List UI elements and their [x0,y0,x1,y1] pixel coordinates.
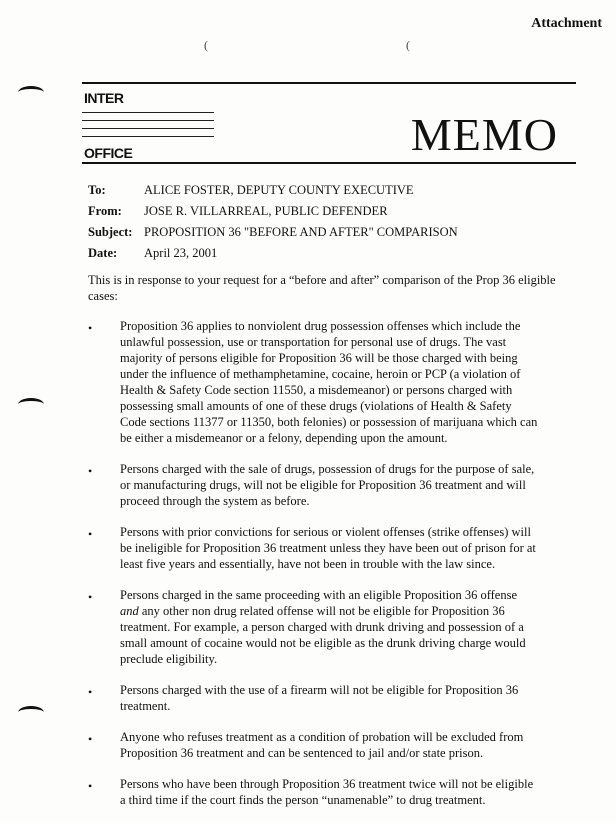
list-item [88,461,578,509]
date-row [88,243,458,264]
list-item [88,682,578,714]
inter-label: INTER [84,90,124,106]
subject-label: Subject: [88,225,133,239]
from-row [88,201,458,222]
intro-paragraph: This is in response to your request for a “before and after” comparison of the Prop 36 eligible cases: [88,273,556,303]
box-line [82,120,214,121]
scan-mark: ( [406,38,410,52]
list-item [88,776,578,808]
emphasis-text: and [120,604,139,618]
bullet-marker: • [88,590,93,604]
to-row [88,180,458,201]
list-item [88,318,578,446]
list-item-text [120,587,538,667]
subject-row [88,222,458,243]
punch-hole-mark [18,86,44,99]
list-item [88,587,578,667]
punch-hole-mark [18,398,44,411]
bullet-marker: • [88,779,93,793]
list-item-text: Persons with prior convictions for serious or violent offenses (strike offenses) will be ineligible for Proposition 36 treatment unless they have been out of prison for at least five years and essentially, have not been in trouble with the law since. [120,525,536,571]
scan-mark: ( [204,38,208,52]
box-line [82,112,214,113]
bullet-marker: • [88,685,93,699]
top-rule [82,82,576,84]
to-label: To: [88,183,106,197]
from-value: JOSE R. VILLARREAL, PUBLIC DEFENDER [144,204,388,218]
list-item-text: Persons charged with the use of a firearm will not be eligible for Proposition 36 treatment. [120,683,519,713]
subject-value: PROPOSITION 36 "BEFORE AND AFTER" COMPARISON [144,225,458,239]
memo-header [88,180,458,264]
text-part: Persons charged in the same proceeding with an eligible Proposition 36 offense [120,588,518,602]
list-item [88,729,578,761]
bottom-rule [82,162,576,164]
bullet-marker: • [88,321,93,335]
box-line [82,136,214,137]
bullet-marker: • [88,732,93,746]
list-item [88,524,578,572]
box-line [82,128,214,129]
memo-title: MEMO [410,109,558,160]
punch-hole-mark [18,706,44,719]
bullet-marker: • [88,527,93,541]
list-item-text: Persons who have been through Proposition 36 treatment twice will not be eligible a third time if the court finds the person “unamenable” to drug treatment. [120,777,534,807]
list-item-text: Persons charged with the sale of drugs, possession of drugs for the purpose of sale, or manufacturing drugs, will not be eligible for Proposition 36 treatment and will proceed through the system as before. [120,462,535,508]
to-value: ALICE FOSTER, DEPUTY COUNTY EXECUTIVE [144,183,414,197]
date-label: Date: [88,246,118,260]
bullet-marker: • [88,464,93,478]
list-item-text: Anyone who refuses treatment as a condition of probation will be excluded from Proposition 36 treatment and can be sentenced to jail and/or state prison. [120,730,524,760]
bullet-list [88,318,578,823]
from-label: From: [88,204,122,218]
list-item-text: Proposition 36 applies to nonviolent drug possession offenses which include the unlawful possession, use or transportation for personal use of drugs. The vast majority of persons eligible for Proposition 36 will be those charged with being under the influence of methamphetamine, cocaine, heroin or PCP (a violation of Health & Safety Code section 11550, a misdemeanor) or persons charged with possessing small amounts of one of these drugs (violations of Health & Safety Code sections 11377 or 11350, both felonies) or possession of marijuana which can be either a misdemeanor or a felony, depending upon the amount. [120,319,538,445]
date-value: April 23, 2001 [144,246,218,260]
attachment-label: Attachment [531,16,602,31]
office-label: OFFICE [84,145,133,161]
text-part: any other non drug related offense will not be eligible for Proposition 36 treatment. For example, a person charged with drunk driving and possession of a small amount of cocaine would not be eligible as the drunk driving charge would preclude eligibility. [120,604,526,666]
